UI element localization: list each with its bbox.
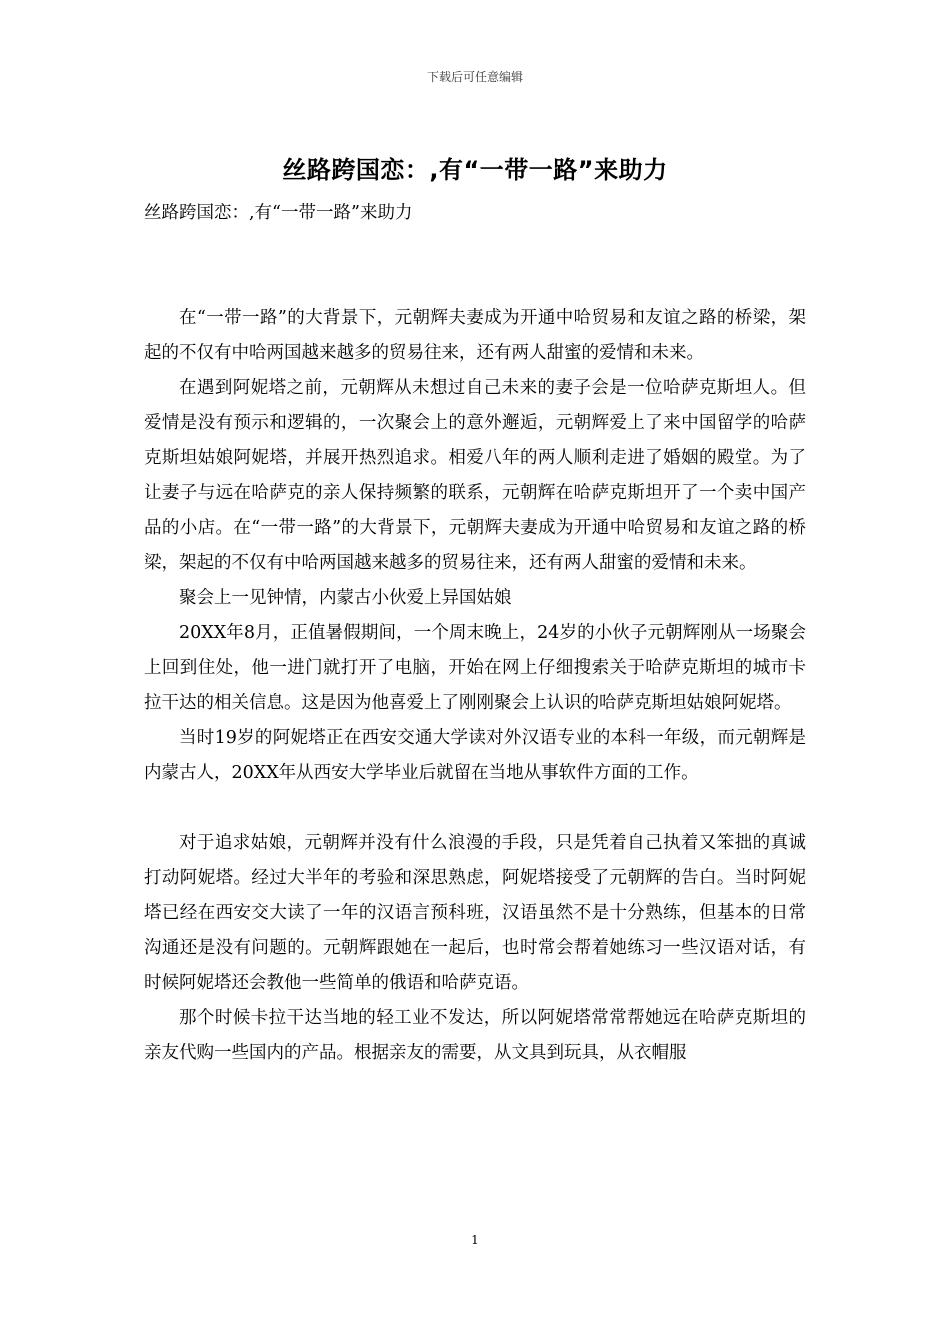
paragraph-meeting: 20XX年8月，正值暑假期间，一个周末晚上，24岁的小伙子元朝辉刚从一场聚会上回到住处，他一进门就打开了电脑，开始在网上仔细搜索关于哈萨克斯坦的城市卡拉干达的相关信息。这是因为他喜爱上了刚刚聚会上认识的哈萨克斯坦姑娘阿妮塔。 — [144, 623, 806, 713]
paragraph-intro: 在“一带一路”的大背景下，元朝辉夫妻成为开通中哈贸易和友谊之路的桥梁，架起的不仅有中哈两国越来越多的贸易往来，还有两人甜蜜的爱情和未来。 — [144, 308, 806, 363]
paragraph-profile: 当时19岁的阿妮塔正在西安交通大学读对外汉语专业的本科一年级，而元朝辉是内蒙古人，20XX年从西安大学毕业后就留在当地从事软件方面的工作。 — [144, 728, 806, 783]
blank-line — [144, 266, 806, 301]
paragraph-background: 在遇到阿妮塔之前，元朝辉从未想过自己未来的妻子会是一位哈萨克斯坦人。但爱情是没有预示和逻辑的，一次聚会上的意外邂逅，元朝辉爱上了来中国留学的哈萨克斯坦姑娘阿妮塔，并展开热烈追求。相爱八年的两人顺利走进了婚姻的殿堂。为了让妻子与远在哈萨克的亲人保持频繁的联系，元朝辉在哈萨克斯坦开了一个卖中国产品的小店。在“一带一路”的大背景下，元朝辉夫妻成为开通中哈贸易和友谊之路的桥梁，架起的不仅有中哈两国越来越多的贸易往来，还有两人甜蜜的爱情和未来。 — [144, 378, 806, 573]
blank-line — [144, 231, 806, 266]
page-number: 1 — [471, 1233, 479, 1247]
paragraph-business: 那个时候卡拉干达当地的轻工业不发达，所以阿妮塔常常帮她远在哈萨克斯坦的亲友代购一些国内的产品。根据亲友的需要，从文具到玩具，从衣帽服 — [144, 1008, 806, 1063]
blank-line — [144, 791, 806, 826]
document-title: 丝路跨国恋：,有“一带一路”来助力 — [282, 156, 668, 184]
header-note: 下载后可任意编辑 — [426, 70, 523, 84]
section-heading: 聚会上一见钟情，内蒙古小伙爱上异国姑娘 — [179, 588, 512, 608]
document-subtitle: 丝路跨国恋：,有“一带一路”来助力 — [144, 203, 413, 223]
paragraph-courtship: 对于追求姑娘，元朝辉并没有什么浪漫的手段，只是凭着自己执着又笨拙的真诚打动阿妮塔。经过大半年的考验和深思熟虑，阿妮塔接受了元朝辉的告白。当时阿妮塔已经在西安交大读了一年的汉语言预科班，汉语虽然不是十分熟练，但基本的日常沟通还是没有问题的。元朝辉跟她在一起后，也时常会帮着她练习一些汉语对话，有时候阿妮塔还会教他一些简单的俄语和哈萨克语。 — [144, 833, 806, 993]
document-body — [144, 196, 806, 1071]
